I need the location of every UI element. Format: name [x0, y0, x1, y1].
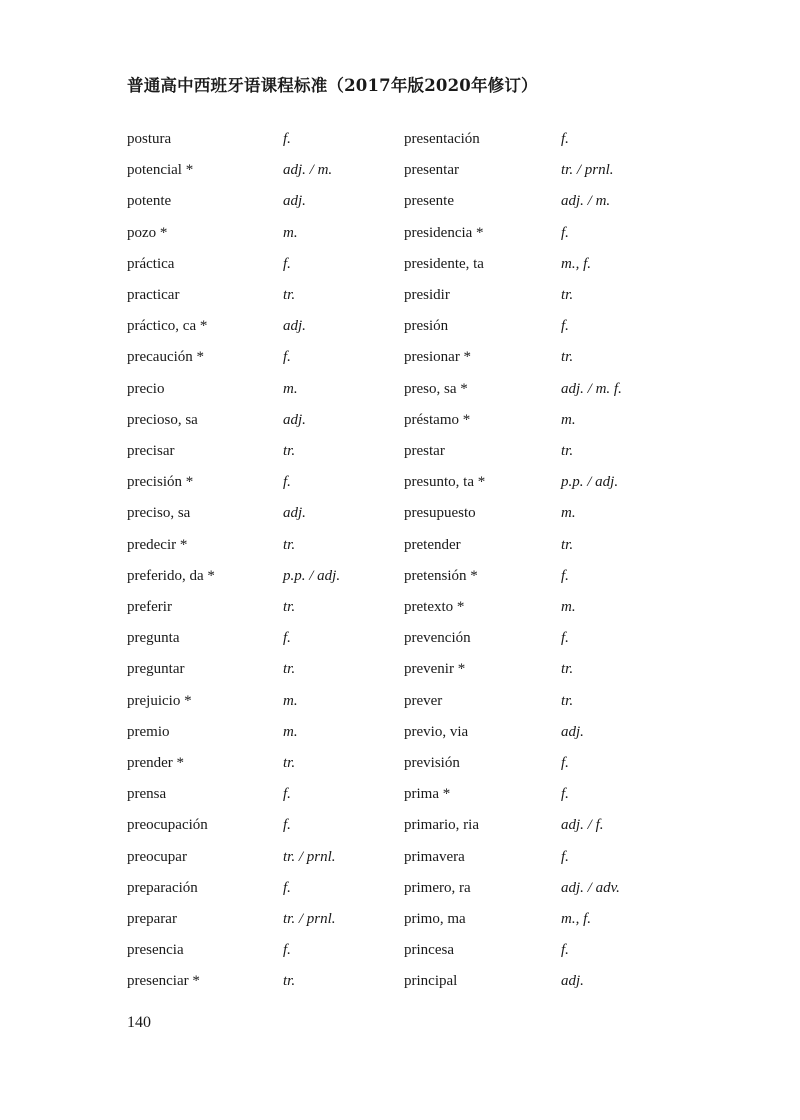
glossary-word: presentar	[404, 162, 459, 178]
glossary-word: primario, ria	[404, 817, 479, 833]
glossary-word: pretender	[404, 537, 461, 553]
glossary-part-of-speech: p.p. / adj.	[283, 568, 341, 584]
glossary-word: premio	[127, 724, 170, 740]
glossary-word: pretexto *	[404, 599, 465, 615]
glossary-word: preferido, da *	[127, 568, 215, 584]
glossary-word: precaución *	[127, 349, 205, 365]
glossary-part-of-speech: f.	[283, 817, 291, 833]
glossary-word: presente	[404, 193, 454, 209]
glossary-part-of-speech: adj.	[561, 973, 584, 989]
glossary-word: presenciar *	[127, 973, 200, 989]
glossary-part-of-speech: tr.	[283, 443, 296, 459]
glossary-word: previsión	[404, 755, 460, 771]
glossary-word: pregunta	[127, 630, 180, 646]
glossary-word: prender *	[127, 755, 185, 771]
glossary-part-of-speech: tr.	[561, 349, 574, 365]
glossary-word: practicar	[127, 287, 180, 303]
glossary-word: presión	[404, 318, 449, 334]
glossary-part-of-speech: tr. / prnl.	[283, 911, 336, 927]
glossary-part-of-speech: adj.	[283, 412, 306, 428]
glossary-word: prensa	[127, 786, 167, 802]
glossary-word: práctico, ca *	[127, 318, 208, 334]
glossary-word: presupuesto	[404, 505, 476, 521]
glossary-word: pretensión *	[404, 568, 478, 584]
glossary-part-of-speech: tr.	[561, 693, 574, 709]
glossary-word: primo, ma	[404, 911, 466, 927]
glossary-word: práctica	[127, 256, 175, 272]
glossary-word: prestar	[404, 443, 445, 459]
glossary-word: preguntar	[127, 661, 185, 677]
glossary-word: potencial *	[127, 162, 194, 178]
glossary-word: presidencia *	[404, 225, 484, 241]
glossary-part-of-speech: tr.	[561, 661, 574, 677]
glossary-word: preocupación	[127, 817, 208, 833]
glossary-word: presionar *	[404, 349, 472, 365]
glossary-word: préstamo *	[404, 412, 471, 428]
glossary-part-of-speech: adj. / f.	[561, 817, 604, 833]
glossary-word: primero, ra	[404, 880, 471, 896]
glossary-part-of-speech: adj. / m.	[283, 162, 333, 178]
glossary-word: primavera	[404, 849, 465, 865]
glossary-part-of-speech: f.	[561, 786, 569, 802]
glossary-part-of-speech: f.	[283, 786, 291, 802]
glossary-word: potente	[127, 193, 172, 209]
glossary-part-of-speech: m.	[283, 724, 298, 740]
glossary-part-of-speech: m.	[283, 693, 298, 709]
glossary-part-of-speech: m., f.	[561, 256, 591, 272]
glossary-part-of-speech: tr.	[561, 287, 574, 303]
glossary-part-of-speech: m.	[561, 505, 576, 521]
glossary-word: presidir	[404, 287, 450, 303]
glossary-word: prevenir *	[404, 661, 466, 677]
glossary-word: preocupar	[127, 849, 187, 865]
glossary-word: presunto, ta *	[404, 474, 486, 490]
glossary-word: presidente, ta	[404, 256, 484, 272]
glossary-part-of-speech: f.	[283, 349, 291, 365]
glossary-word: precio	[127, 381, 165, 397]
glossary-part-of-speech: f.	[283, 880, 291, 896]
glossary-word: previo, via	[404, 724, 469, 740]
glossary-word: precioso, sa	[127, 412, 198, 428]
glossary-part-of-speech: p.p. / adj.	[561, 474, 619, 490]
glossary-part-of-speech: f.	[561, 131, 569, 147]
glossary-part-of-speech: tr.	[283, 755, 296, 771]
glossary-part-of-speech: f.	[283, 131, 291, 147]
glossary-word: pozo *	[127, 225, 168, 241]
glossary-part-of-speech: f.	[561, 568, 569, 584]
glossary-word: princesa	[404, 942, 454, 958]
glossary-word: precisión *	[127, 474, 194, 490]
glossary-word: preferir	[127, 599, 172, 615]
glossary-part-of-speech: adj.	[561, 724, 584, 740]
glossary-part-of-speech: adj.	[283, 193, 306, 209]
glossary-part-of-speech: f.	[561, 849, 569, 865]
glossary-word: preparar	[127, 911, 177, 927]
glossary-part-of-speech: m.	[283, 225, 298, 241]
glossary-part-of-speech: f.	[561, 942, 569, 958]
glossary-part-of-speech: adj. / m.	[561, 193, 611, 209]
glossary-part-of-speech: f.	[283, 256, 291, 272]
glossary-part-of-speech: f.	[561, 755, 569, 771]
glossary-part-of-speech: f.	[561, 225, 569, 241]
glossary-part-of-speech: tr.	[283, 661, 296, 677]
glossary-part-of-speech: f.	[283, 474, 291, 490]
glossary-word: prima *	[404, 786, 451, 802]
glossary-word: prejuicio *	[127, 693, 192, 709]
glossary-word: postura	[127, 131, 172, 147]
glossary-word: presencia	[127, 942, 184, 958]
glossary-part-of-speech: f.	[283, 942, 291, 958]
glossary-word: preso, sa *	[404, 381, 468, 397]
glossary-part-of-speech: adj.	[283, 505, 306, 521]
glossary-word: precisar	[127, 443, 175, 459]
glossary-part-of-speech: tr.	[283, 287, 296, 303]
glossary-part-of-speech: m.	[283, 381, 298, 397]
glossary-part-of-speech: f.	[283, 630, 291, 646]
page-number: 140	[127, 1014, 151, 1031]
glossary-part-of-speech: adj. / adv.	[561, 880, 620, 896]
glossary-word: prevención	[404, 630, 471, 646]
glossary-part-of-speech: tr.	[283, 973, 296, 989]
glossary-part-of-speech: f.	[561, 318, 569, 334]
glossary-word: prever	[404, 693, 443, 709]
glossary-part-of-speech: m.	[561, 599, 576, 615]
glossary-word: predecir *	[127, 537, 188, 553]
glossary-part-of-speech: tr.	[561, 537, 574, 553]
glossary-part-of-speech: m., f.	[561, 911, 591, 927]
glossary-part-of-speech: tr.	[283, 599, 296, 615]
glossary-part-of-speech: tr. / prnl.	[283, 849, 336, 865]
glossary-word: preciso, sa	[127, 505, 191, 521]
glossary-word: principal	[404, 973, 458, 989]
glossary-part-of-speech: tr.	[561, 443, 574, 459]
glossary-part-of-speech: f.	[561, 630, 569, 646]
page-header-title: 普通高中西班牙语课程标准（2017年版2020年修订）	[127, 76, 538, 95]
glossary-part-of-speech: adj.	[283, 318, 306, 334]
glossary-part-of-speech: adj. / m. f.	[561, 381, 622, 397]
glossary-part-of-speech: m.	[561, 412, 576, 428]
glossary-word: presentación	[404, 131, 480, 147]
glossary-word: preparación	[127, 880, 198, 896]
glossary-part-of-speech: tr.	[283, 537, 296, 553]
glossary-part-of-speech: tr. / prnl.	[561, 162, 614, 178]
